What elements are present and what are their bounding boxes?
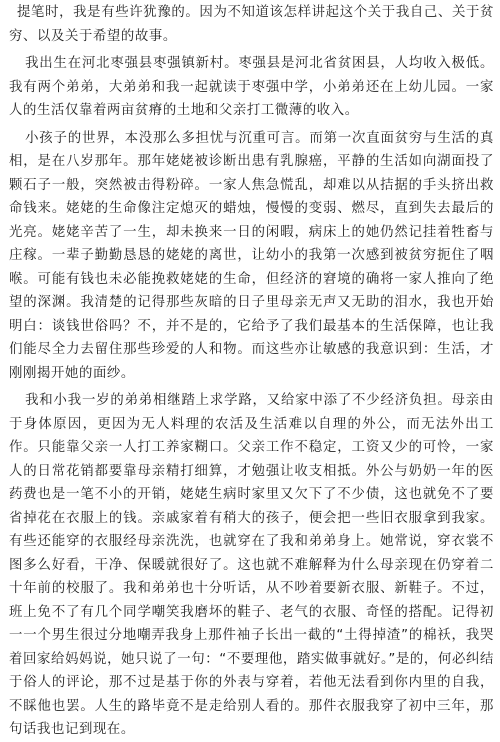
article-paragraph-grandmother: 小孩子的世界，本没那么多担忧与沉重可言。而第一次直面贫穷与生活的真相，是在八岁那年。那年姥姥被诊断出患有乳腺癌，平静的生活如向湖面投了颗石子一般，突然被击得粉碎。一家人焦急慌乱，却难以从拮据的手头挤出救命钱来。姥姥的生命像注定熄灭的蜡烛，慢慢的变弱、燃尽，直到失去最后的光亮。姥姥辛苦了一生，却未换来一日的闲暇，病床上的她仍然记挂着牲畜与庄稼。一辈子勤勤恳恳的姥姥的离世，让幼小的我第一次感到被贫穷扼住了咽喉。可能有钱也未必能挽救姥姥的生命，但经济的窘境的确将一家人推向了绝望的深渊。我清楚的记得那些灰暗的日子里母亲无声又无助的泪水，我也开始明白：谈钱世俗吗？不，并不是的，它给予了我们最基本的生活保障，也让我们能尽全力去留住那些珍爱的人和物。而这些亦让敏感的我意识到：生活，才刚刚揭开她的面纱。 [9, 130, 494, 381]
article-paragraph-clothes: 我和小我一岁的弟弟相继踏上求学路，又给家中添了不少经济负担。母亲由于身体原因，更因为无人料理的农活及生活难以自理的外公，而无法外出工作。只能靠父亲一人打工养家糊口。父亲工作不稳定，工资又少的可怜，一家人的日常花销都要靠母亲精打细算，才勉强让收支相抵。外公与奶奶一年的医药费也是一笔不小的开销，姥姥生病时家里又欠下了不少债，这也就免不了要省掉花在衣服上的钱。亲戚家着有稍大的孩子，便会把一些旧衣服拿到我家。有些还能穿的衣服经母亲洗洗，也就穿在了我和弟弟身上。她常说，穿衣裳不图多么好看，干净、保暖就很好了。这也就不难解释为什么母亲现在仍穿着二十年前的校服了。我和弟弟也十分听话，从不吵着要新衣服、新鞋子。不过，班上免不了有几个同学嘲笑我磨坏的鞋子、老气的衣服、奇怪的搭配。记得初一一个男生很过分地嘲弄我身上那件袖子长出一截的“土得掉渣”的棉袄，我哭着回家给妈妈说，她只说了一句：“不要理他，踏实做事就好。”是的，何必纠结于俗人的评论，那不过是基于你的外表与穿着，若他无法看到你内里的自我，不睬他也罢。人生的路毕竟不是走给别人看的。那件衣服我穿了初中三年，那句话我也记到现在。 [9, 393, 494, 737]
article-paragraph-background: 我出生在河北枣强县枣强镇新村。枣强县是河北省贫困县，人均收入极低。我有两个弟弟，大弟弟和我一起就读于枣强中学，小弟弟还在上幼儿园。一家人的生活仅靠着两亩贫瘠的土地和父亲打工微薄的收入。 [9, 56, 494, 118]
article-paragraph-intro: 提笔时，我是有些许犹豫的。因为不知道该怎样讲起这个关于我自己、关于贫穷、以及关于希望的故事。 [9, 5, 494, 44]
